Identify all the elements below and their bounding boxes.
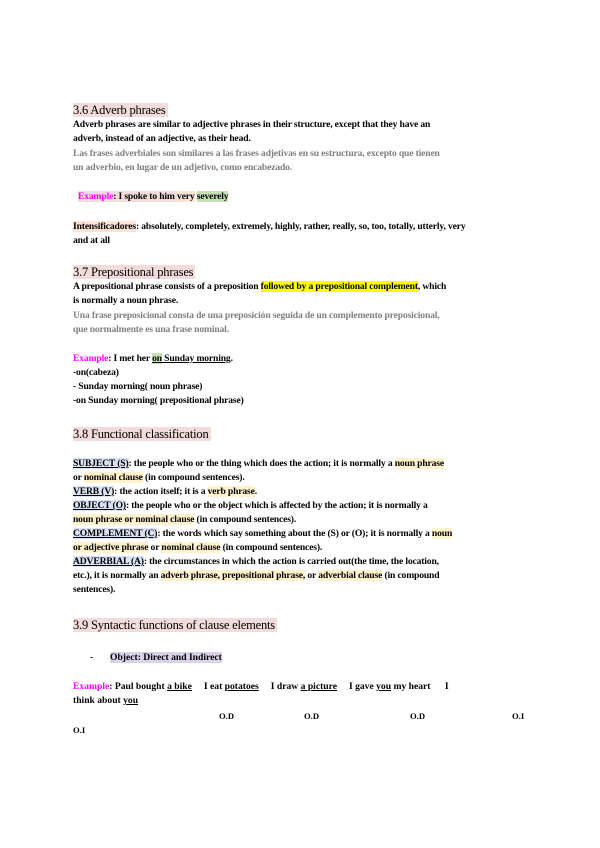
example-label: Example bbox=[78, 191, 114, 202]
text-span: : I met her bbox=[108, 353, 153, 364]
highlight-noun: noun bbox=[431, 528, 453, 539]
list-line: - Sunday morning( noun phrase) bbox=[73, 381, 203, 392]
text-span: or bbox=[305, 570, 319, 581]
text-span: think about bbox=[73, 695, 124, 706]
s39-example-line-2 bbox=[73, 694, 138, 708]
text-line: un adverbio, en lugar de un adjetivo, como encabezado. bbox=[73, 162, 293, 173]
s39-example-line-1 bbox=[73, 680, 449, 694]
example-text: : I spoke to him bbox=[113, 191, 178, 202]
text-span: (in compound bbox=[382, 570, 440, 581]
text-span: (in compound sentences). bbox=[194, 514, 297, 525]
s36-english-paragraph bbox=[73, 118, 527, 146]
underlined-text: a bike bbox=[167, 681, 192, 692]
text-line: is normally a noun phrase. bbox=[73, 295, 179, 306]
highlight-verb-phrase: verb phrase bbox=[207, 486, 255, 497]
object-label: OBJECT (O) bbox=[73, 500, 126, 511]
label-od-1: O.D bbox=[219, 711, 235, 721]
highlight-complement: followed by a prepositional complement bbox=[260, 281, 418, 292]
s37-spanish-paragraph bbox=[73, 309, 527, 337]
text-span: , which bbox=[417, 281, 447, 292]
heading-text: 3.9 Syntactic functions of clause elements bbox=[73, 618, 275, 632]
underlined-text: you bbox=[376, 681, 392, 692]
underlined-text: Sunday morning bbox=[161, 353, 231, 364]
list-line: -on(cabeza) bbox=[73, 367, 119, 378]
intensifiers-label: Intensificadores bbox=[73, 221, 136, 232]
text-span: (in compound sentences). bbox=[220, 542, 323, 553]
highlight-noun-phrase: noun phrase bbox=[394, 458, 444, 469]
text-span: : the people who or the object which is affected by the action; it is normally a bbox=[125, 500, 428, 511]
text-span: or bbox=[73, 472, 84, 483]
text-span: I eat bbox=[191, 681, 225, 692]
text-span: : Paul bought bbox=[109, 681, 168, 692]
text-line: and at all bbox=[73, 235, 110, 246]
text-span: my heart I bbox=[391, 681, 449, 692]
highlight-noun-phrase: noun phrase or nominal clause bbox=[73, 514, 195, 525]
label-od-2: O.D bbox=[304, 711, 320, 721]
label-od-3: O.D bbox=[410, 711, 426, 721]
verb-label: VERB (V) bbox=[73, 486, 115, 497]
example-label: Example bbox=[73, 681, 110, 692]
section-heading-3-6 bbox=[73, 102, 527, 118]
highlight-severely: severely bbox=[196, 191, 229, 202]
example-label: Example bbox=[73, 353, 109, 364]
highlight-nominal-clause: nominal clause bbox=[83, 472, 143, 483]
text-span: A prepositional phrase consists of a preposition bbox=[73, 281, 261, 292]
text-line: Adverb phrases are similar to adjective phrases in their structure, except that they have an bbox=[73, 119, 431, 130]
s37-english-paragraph bbox=[73, 280, 527, 308]
highlight-adverbial-clause: adverbial clause bbox=[318, 570, 383, 581]
s37-example bbox=[73, 352, 527, 408]
text-span: I gave bbox=[336, 681, 377, 692]
label-oi-1: O.I bbox=[512, 711, 525, 721]
subject-label: SUBJECT (S) bbox=[73, 458, 129, 469]
underlined-text: potatoes bbox=[224, 681, 259, 692]
intensifiers-list: : absolutely, completely, extremely, highly, rather, really, so, too, totally, utterly, very bbox=[135, 221, 466, 232]
text-line: sentences). bbox=[73, 584, 116, 595]
text-span: (in compound sentences). bbox=[142, 472, 245, 483]
section-heading-3-7 bbox=[73, 264, 527, 280]
bullet-dash: - bbox=[90, 652, 94, 663]
section-heading-3-8 bbox=[73, 426, 527, 442]
heading-text: 3.8 Functional classification bbox=[73, 427, 209, 441]
s36-intensifiers bbox=[73, 220, 527, 248]
text-line: Una frase preposicional consta de una preposición seguida de un complemento preposicional, bbox=[73, 310, 440, 321]
highlight-adverb-phrase: adverb phrase, prepositional phrase, bbox=[160, 570, 306, 581]
label-oi-2: O.I bbox=[73, 725, 86, 735]
complement-label: COMPLEMENT (C) bbox=[73, 528, 158, 539]
text-line: Las frases adverbiales son similares a las frases adjetivas en su estructura, excepto que tienen bbox=[73, 148, 440, 159]
bullet-text: Object: Direct and Indirect bbox=[110, 652, 222, 663]
text-span: : the action itself; it is a bbox=[114, 486, 208, 497]
text-span: . bbox=[230, 353, 233, 364]
text-span: : the words which say something about the (S) or (O); it is normally a bbox=[157, 528, 432, 539]
highlight-adjective-phrase: or adjective phrase bbox=[73, 542, 149, 553]
s36-example bbox=[78, 190, 532, 204]
text-span: I draw bbox=[258, 681, 301, 692]
underlined-text: a picture bbox=[300, 681, 337, 692]
highlight-on: on bbox=[152, 353, 162, 364]
s38-definitions bbox=[73, 457, 527, 597]
text-span: : the people who or the thing which does the action; it is normally a bbox=[128, 458, 395, 469]
text-line: adverb, instead of an adjective, as their head. bbox=[73, 133, 251, 144]
adverbial-label: ADVERBIAL (A) bbox=[73, 556, 144, 567]
s36-spanish-paragraph bbox=[73, 147, 527, 175]
text-span: . bbox=[254, 486, 257, 497]
text-line: que normalmente es una frase nominal. bbox=[73, 324, 229, 335]
text-span: : the circumstances in which the action is carried out(the time, the location, bbox=[143, 556, 439, 567]
list-line: -on Sunday morning( prepositional phrase) bbox=[73, 395, 244, 406]
text-span: or bbox=[148, 542, 162, 553]
section-heading-3-9 bbox=[73, 617, 527, 633]
s39-bullet bbox=[90, 651, 222, 665]
text-span: etc.), it is normally an bbox=[73, 570, 161, 581]
highlight-very: very bbox=[177, 191, 195, 202]
underlined-text: you bbox=[123, 695, 139, 706]
heading-text: 3.6 Adverb phrases bbox=[73, 103, 166, 117]
heading-text: 3.7 Prepositional phrases bbox=[73, 265, 194, 279]
highlight-nominal-clause: nominal clause bbox=[161, 542, 221, 553]
